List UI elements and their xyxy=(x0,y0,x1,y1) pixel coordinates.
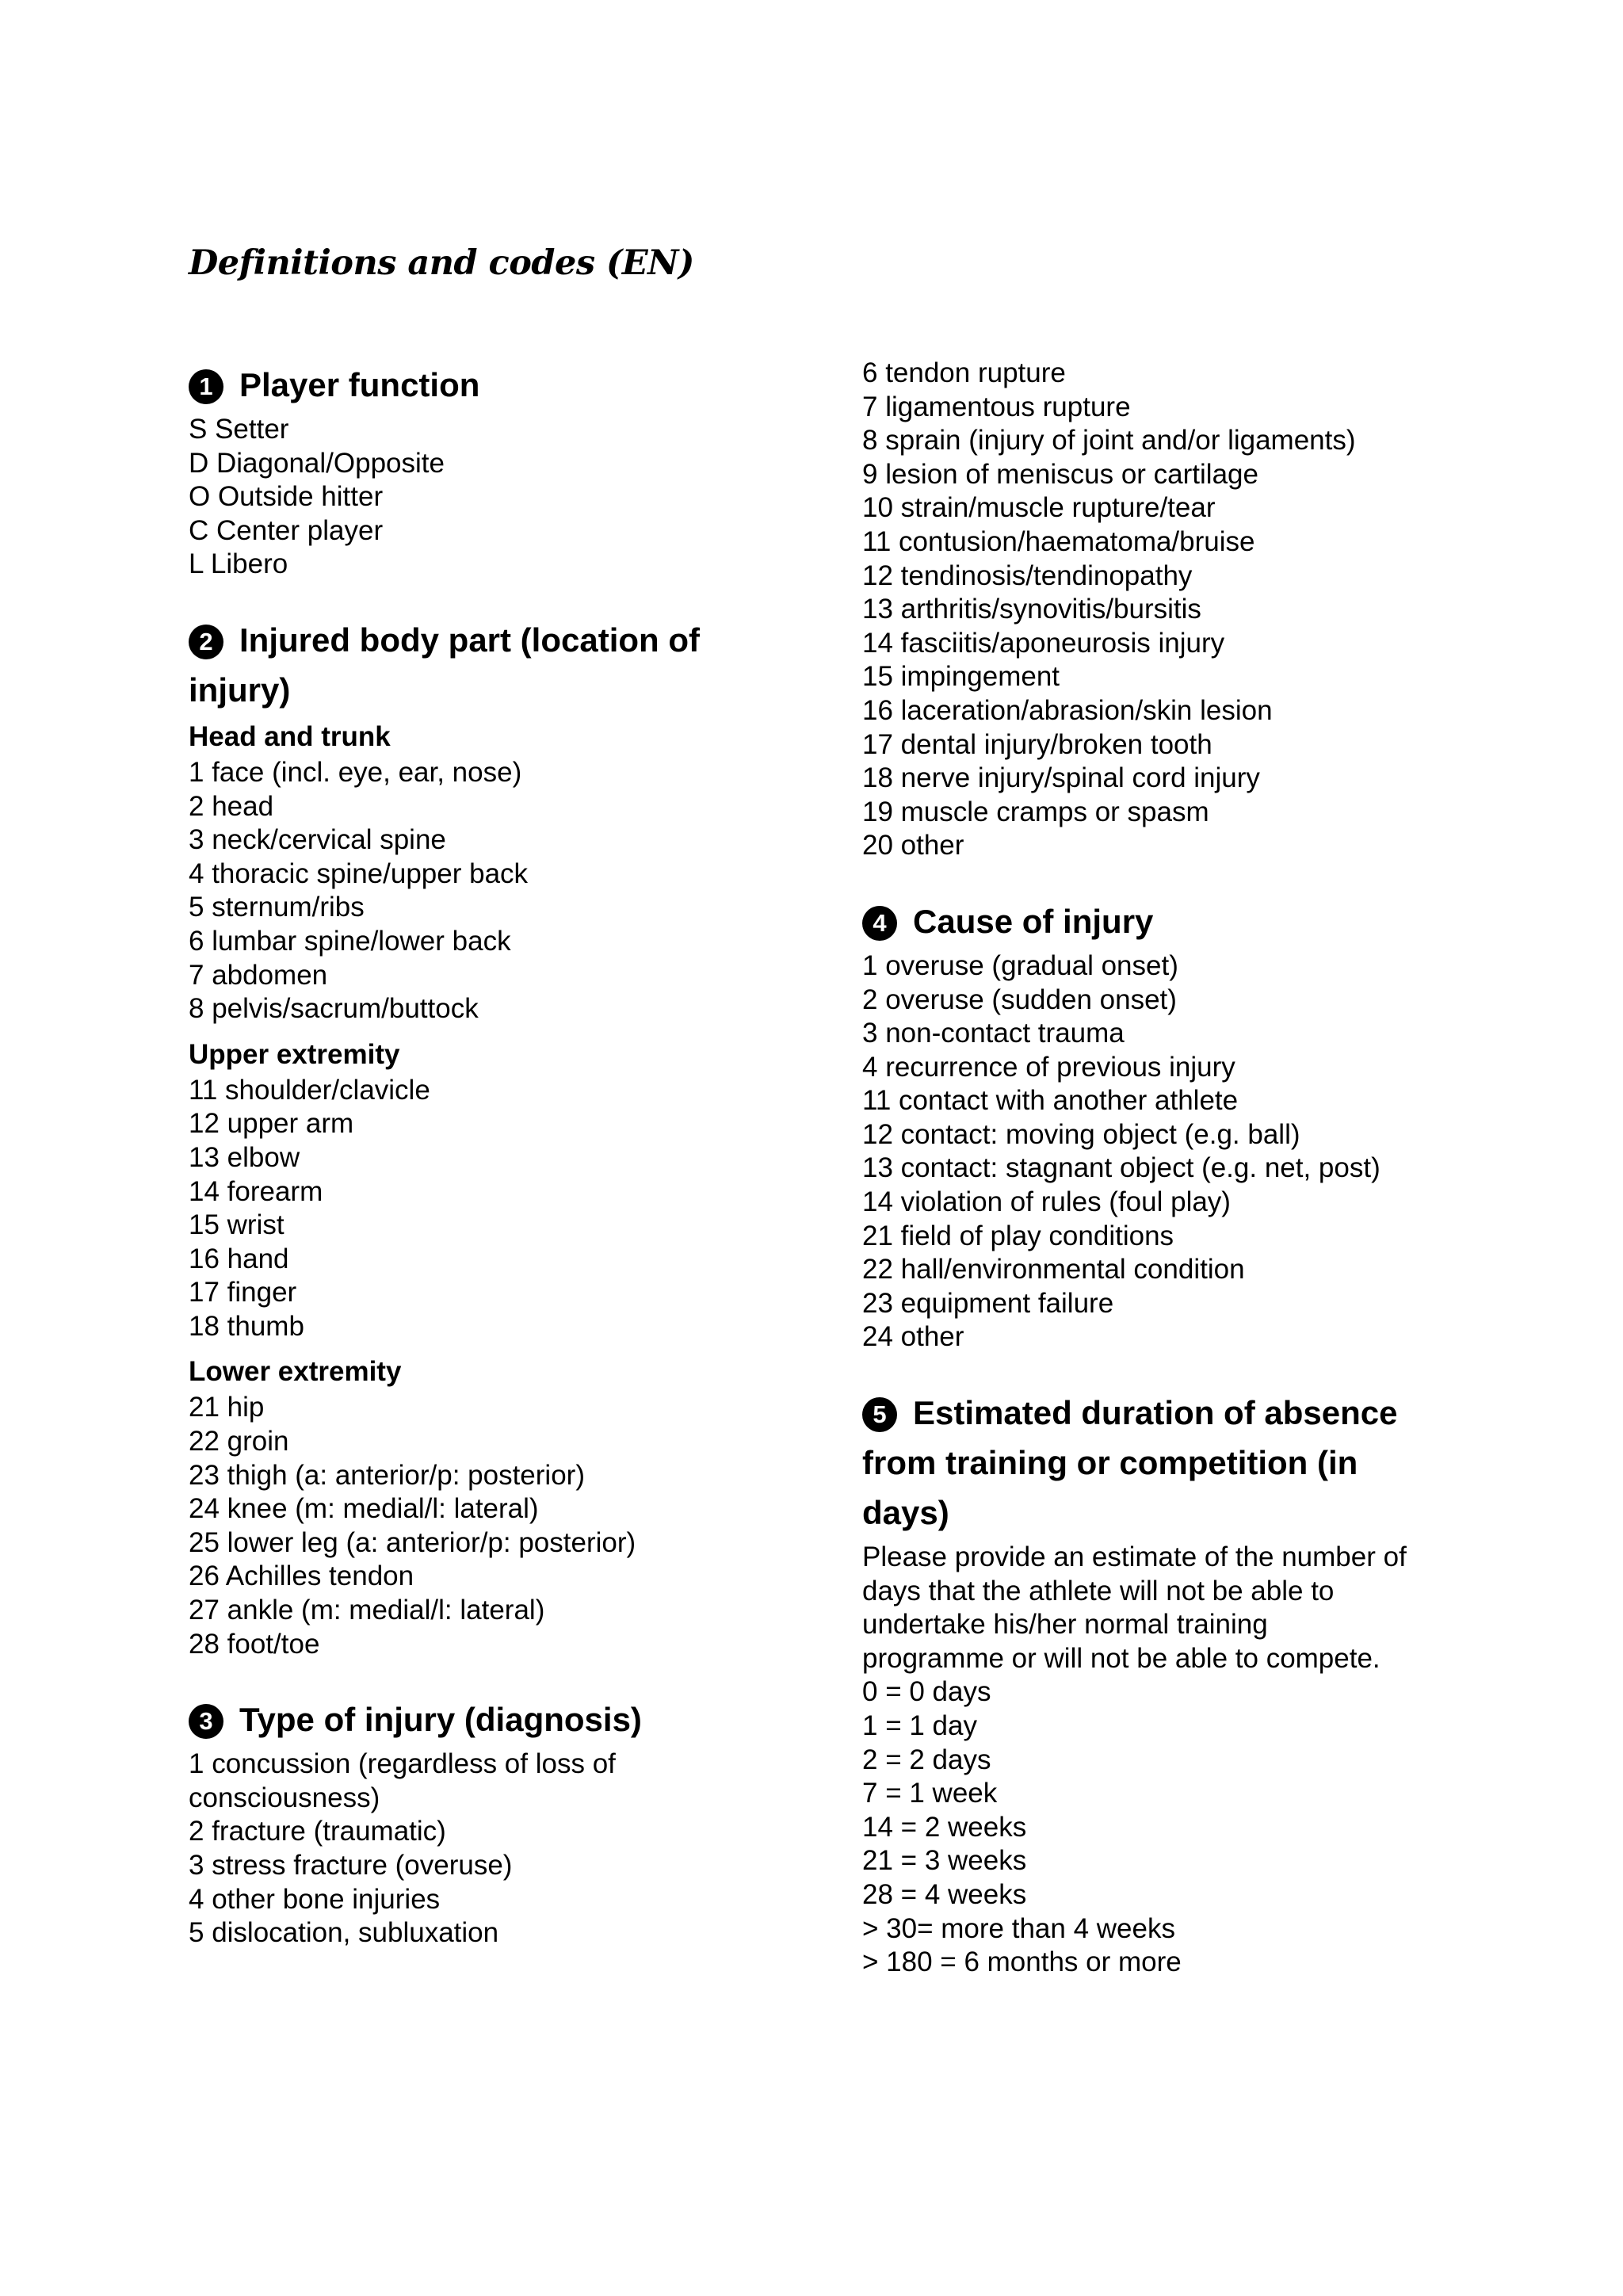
description-line: Please provide an estimate of the number of xyxy=(862,1541,1407,1573)
list-item: 15 wrist xyxy=(189,1209,285,1241)
list-item: 11 contusion/haematoma/bruise xyxy=(862,525,1255,557)
list-item: 24 other xyxy=(862,1321,964,1353)
page-title: Definitions and codes (EN) xyxy=(189,243,694,283)
list-item: consciousness) xyxy=(189,1782,380,1813)
number-5-icon: 5 xyxy=(862,1397,897,1432)
group-label-head-trunk: Head and trunk xyxy=(189,720,391,752)
section-heading xyxy=(189,615,791,715)
number-1-icon: 1 xyxy=(189,369,223,404)
list-item: 17 dental injury/broken tooth xyxy=(862,728,1212,760)
heading-text: Type of injury (diagnosis) xyxy=(239,1701,642,1739)
list-item: 11 shoulder/clavicle xyxy=(189,1074,430,1106)
list-item: 14 violation of rules (foul play) xyxy=(862,1186,1231,1218)
list-item: 23 thigh (a: anterior/p: posterior) xyxy=(189,1459,585,1491)
list-item: 13 arthritis/synovitis/bursitis xyxy=(862,594,1201,625)
upper-extremity-list xyxy=(189,1074,791,1344)
list-item: 4 other bone injuries xyxy=(189,1883,441,1915)
list-item: 21 field of play conditions xyxy=(862,1220,1174,1251)
number-3-icon: 3 xyxy=(189,1704,223,1739)
cause-list xyxy=(862,949,1465,1354)
list-item: 27 ankle (m: medial/l: lateral) xyxy=(189,1595,545,1626)
list-item: 5 sternum/ribs xyxy=(189,892,365,923)
list-item: 2 fracture (traumatic) xyxy=(189,1816,446,1847)
list-item: 28 foot/toe xyxy=(189,1628,320,1660)
list-item: 2 overuse (sudden onset) xyxy=(862,984,1177,1015)
injury-type-list-continued xyxy=(862,357,1465,863)
list-item: 10 strain/muscle rupture/tear xyxy=(862,492,1216,524)
list-item: 22 hall/environmental condition xyxy=(862,1254,1245,1286)
heading-text: Player function xyxy=(239,366,480,403)
list-item: 14 = 2 weeks xyxy=(862,1811,1027,1843)
list-item: 0 = 0 days xyxy=(862,1676,991,1708)
head-trunk-list xyxy=(189,756,791,1026)
heading-text-line: Estimated duration of absence xyxy=(913,1394,1398,1432)
heading-text-line: Injured body part (location of xyxy=(239,621,700,659)
list-item: > 30= more than 4 weeks xyxy=(862,1912,1175,1944)
list-item: 1 concussion (regardless of loss of xyxy=(189,1748,616,1780)
list-item: 1 face (incl. eye, ear, nose) xyxy=(189,756,522,788)
description-line: days that the athlete will not be able to xyxy=(862,1575,1335,1606)
list-item: 3 non-contact trauma xyxy=(862,1018,1125,1049)
list-item: 4 thoracic spine/upper back xyxy=(189,858,529,889)
list-item: L Libero xyxy=(189,548,288,580)
right-column xyxy=(862,357,1465,1980)
heading-text: Cause of injury xyxy=(913,902,1154,940)
list-item: 9 lesion of meniscus or cartilage xyxy=(862,458,1258,490)
list-item: 5 dislocation, subluxation xyxy=(189,1917,499,1949)
list-item: 8 pelvis/sacrum/buttock xyxy=(189,993,479,1025)
list-item: 7 = 1 week xyxy=(862,1778,998,1809)
absence-description xyxy=(862,1541,1465,1675)
list-item: > 180 = 6 months or more xyxy=(862,1946,1182,1978)
list-item: 18 thumb xyxy=(189,1310,304,1342)
list-item: 2 = 2 days xyxy=(862,1744,991,1775)
list-item: 25 lower leg (a: anterior/p: posterior) xyxy=(189,1526,636,1558)
list-item: 3 neck/cervical spine xyxy=(189,824,446,856)
list-item: 13 elbow xyxy=(189,1141,300,1173)
list-item: 12 contact: moving object (e.g. ball) xyxy=(862,1118,1300,1150)
heading-text-line: injury) xyxy=(189,670,291,709)
list-item: 21 = 3 weeks xyxy=(862,1845,1027,1877)
player-function-list xyxy=(189,413,791,582)
number-2-icon: 2 xyxy=(189,625,223,659)
section-player-function xyxy=(189,360,791,582)
list-item: 18 nerve injury/spinal cord injury xyxy=(862,762,1260,794)
list-item: 8 sprain (injury of joint and/or ligaments) xyxy=(862,425,1356,457)
list-item: 7 ligamentous rupture xyxy=(862,391,1131,422)
list-item: 2 head xyxy=(189,790,274,822)
list-item: 4 recurrence of previous injury xyxy=(862,1051,1235,1083)
section-heading xyxy=(189,1694,791,1744)
list-item: 1 overuse (gradual onset) xyxy=(862,949,1178,981)
list-item: 7 abdomen xyxy=(189,959,328,991)
list-item: D Diagonal/Opposite xyxy=(189,447,445,479)
list-item: O Outside hitter xyxy=(189,481,384,513)
group-label-upper-extremity: Upper extremity xyxy=(189,1038,400,1070)
description-line: programme or will not be able to compete. xyxy=(862,1642,1381,1674)
list-item: 6 lumbar spine/lower back xyxy=(189,925,511,957)
lower-extremity-list xyxy=(189,1391,791,1661)
section-estimated-absence xyxy=(862,1388,1465,1980)
section-type-of-injury xyxy=(189,1694,791,1950)
section-cause-of-injury xyxy=(862,896,1465,1354)
list-item: 28 = 4 weeks xyxy=(862,1878,1027,1910)
list-item: 22 groin xyxy=(189,1426,289,1457)
list-item: 13 contact: stagnant object (e.g. net, post) xyxy=(862,1152,1381,1184)
injury-type-list xyxy=(189,1748,791,1950)
list-item: 16 laceration/abrasion/skin lesion xyxy=(862,694,1273,726)
description-line: undertake his/her normal training xyxy=(862,1609,1268,1641)
list-item: 23 equipment failure xyxy=(862,1287,1114,1319)
section-heading xyxy=(862,1388,1465,1538)
left-column xyxy=(189,357,791,1950)
list-item: 12 tendinosis/tendinopathy xyxy=(862,560,1193,591)
list-item: 17 finger xyxy=(189,1277,297,1308)
list-item: S Setter xyxy=(189,414,289,445)
list-item: 11 contact with another athlete xyxy=(862,1085,1239,1117)
list-item: 6 tendon rupture xyxy=(862,357,1066,388)
section-heading xyxy=(862,896,1465,946)
list-item: 26 Achilles tendon xyxy=(189,1561,414,1592)
list-item: 15 impingement xyxy=(862,661,1060,693)
section-injured-body-part xyxy=(189,615,791,1661)
heading-text-line: days) xyxy=(862,1494,949,1532)
list-item: 14 fasciitis/aponeurosis injury xyxy=(862,627,1225,659)
heading-text-line: from training or competition (in xyxy=(862,1444,1358,1482)
list-item: 21 hip xyxy=(189,1392,265,1423)
absence-duration-list xyxy=(862,1675,1465,1979)
number-4-icon: 4 xyxy=(862,906,897,941)
list-item: 16 hand xyxy=(189,1243,289,1274)
list-item: C Center player xyxy=(189,514,384,546)
list-item: 19 muscle cramps or spasm xyxy=(862,796,1209,827)
section-heading xyxy=(189,360,791,410)
list-item: 14 forearm xyxy=(189,1175,323,1207)
group-label-lower-extremity: Lower extremity xyxy=(189,1356,402,1388)
list-item: 20 other xyxy=(862,830,964,861)
list-item: 24 knee (m: medial/l: lateral) xyxy=(189,1493,539,1525)
list-item: 12 upper arm xyxy=(189,1108,354,1140)
list-item: 3 stress fracture (overuse) xyxy=(189,1850,513,1881)
list-item: 1 = 1 day xyxy=(862,1710,977,1741)
